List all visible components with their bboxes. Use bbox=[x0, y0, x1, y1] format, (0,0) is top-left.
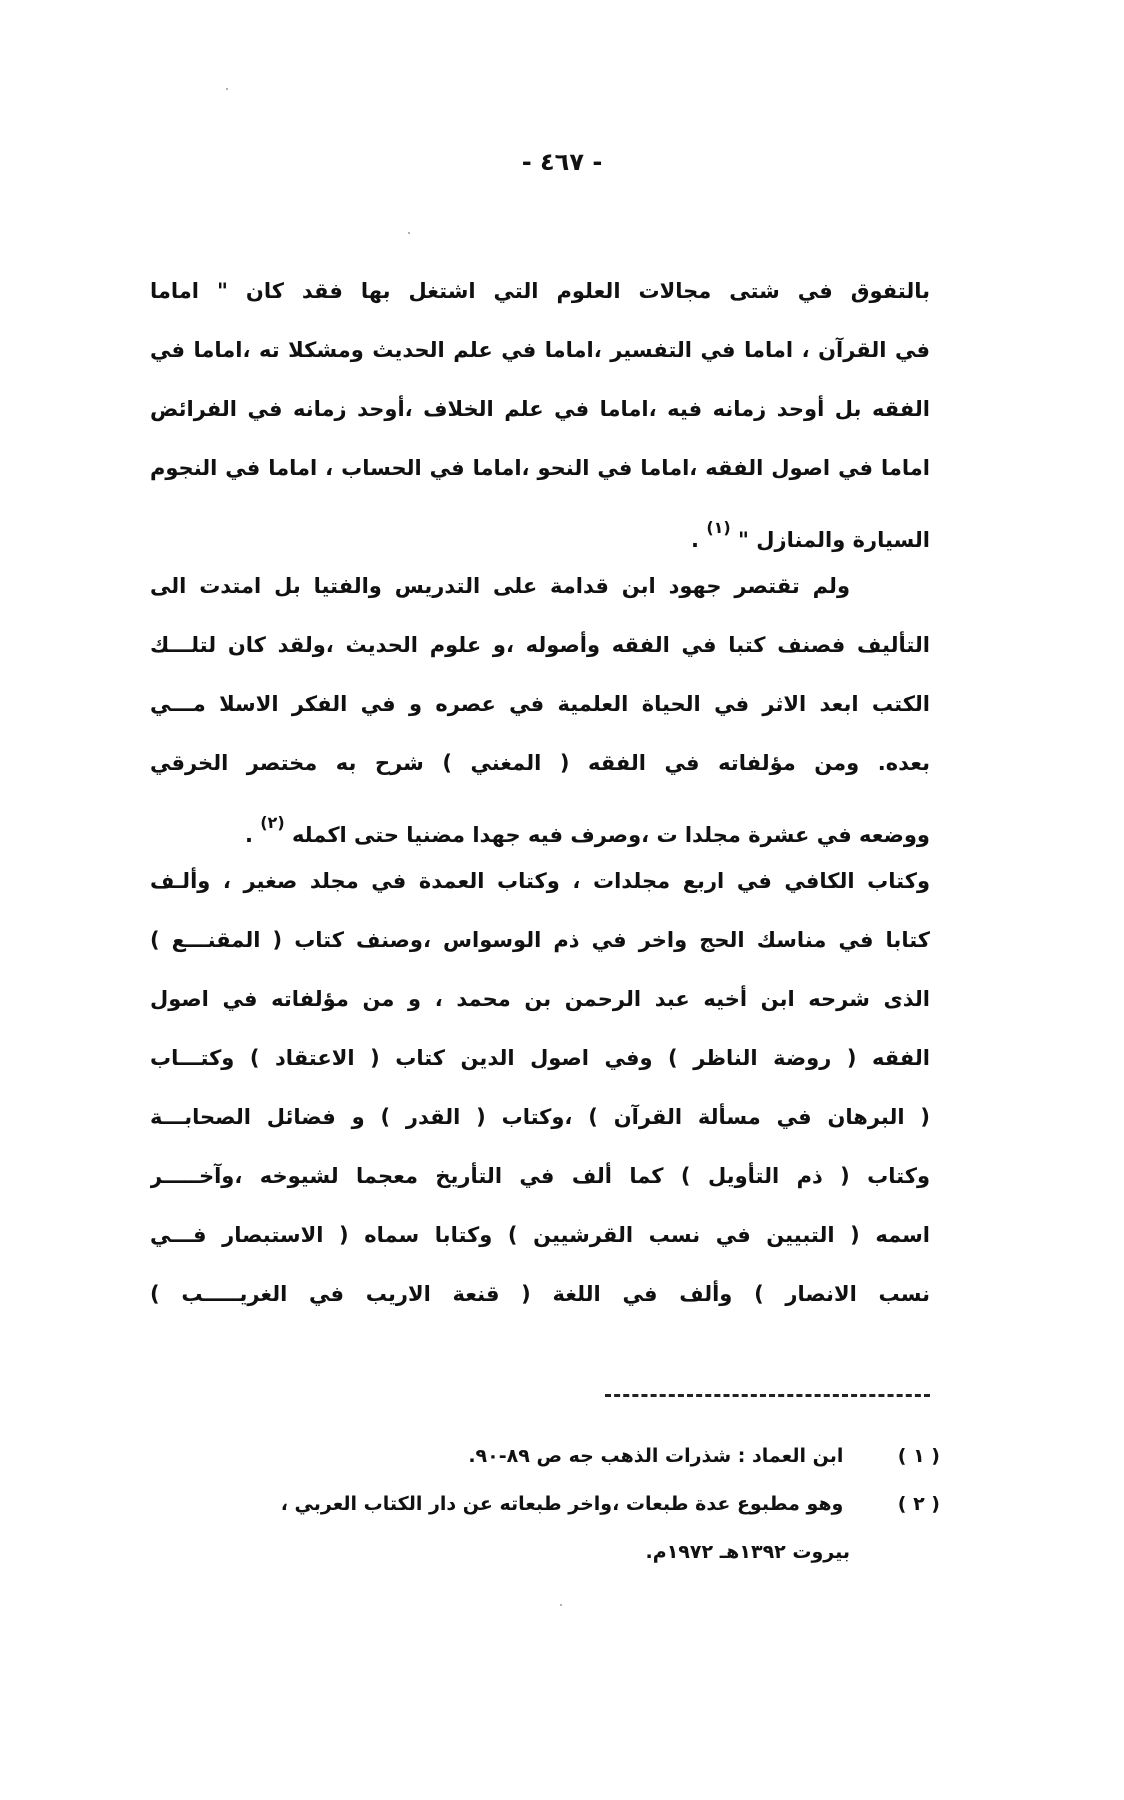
scan-speck bbox=[560, 1604, 562, 1606]
footnote-1 bbox=[150, 1432, 940, 1480]
text-line: التأليف فصنف كتبا في الفقه وأصوله ،و علوم الحديث ،ولقد كان لتلـــك bbox=[150, 633, 930, 657]
text-line: الذى شرحه ابن أخيه عبد الرحمن بن محمد ، و من مؤلفاته في اصول bbox=[150, 987, 930, 1011]
footnote-text: ابن العماد : شذرات الذهب جه ص ٨٩-٩٠. bbox=[468, 1445, 844, 1467]
text-line: وكتاب الكافي في اربع مجلدات ، وكتاب العمدة في مجلد صغير ، وألـف bbox=[150, 869, 930, 893]
text-line: الفقه بل أوحد زمانه فيه ،اماما في علم الخلاف ،أوحد زمانه في الفرائض bbox=[150, 397, 930, 421]
text-line: الكتب ابعد الاثر في الحياة العلمية في عصره و في الفكر الاسلا مـــي bbox=[150, 692, 930, 716]
text-line: ولم تقتصر جهود ابن قدامة على التدريس والفتيا بل امتدت الى bbox=[150, 574, 850, 598]
footnote-text: وهو مطبوع عدة طبعات ،واخر طبعاته عن دار الكتاب العربي ، bbox=[280, 1493, 844, 1515]
footnote-2 bbox=[150, 1480, 940, 1528]
scan-speck bbox=[408, 232, 410, 234]
footnote-reference-2: (٢) bbox=[260, 813, 285, 832]
footnote-reference-1: (١) bbox=[706, 518, 731, 537]
text-span: السيارة والمنازل " bbox=[738, 528, 930, 552]
period: . bbox=[244, 823, 253, 847]
footnote-divider bbox=[605, 1394, 930, 1397]
text-line: بالتفوق في شتى مجالات العلوم التي اشتغل بها فقد كان " اماما bbox=[150, 279, 930, 303]
text-line bbox=[150, 793, 930, 852]
footnotes bbox=[150, 1432, 940, 1576]
text-line: اسمه ( التبيين في نسب القرشيين ) وكتابا سماه ( الاستبصار فـــي bbox=[150, 1223, 930, 1247]
period: . bbox=[691, 528, 700, 552]
text-line: بعده. ومن مؤلفاته في الفقه ( المغني ) شرح به مختصر الخرقي bbox=[150, 751, 930, 775]
text-line: في القرآن ، اماما في التفسير ،اماما في علم الحديث ومشكلا ته ،اماما في bbox=[150, 338, 930, 362]
body-text bbox=[150, 262, 930, 1324]
text-span: ووضعه في عشرة مجلدا ت ،وصرف فيه جهدا مضنيا حتى اكمله bbox=[291, 823, 930, 847]
text-line: وكتاب ( ذم التأويل ) كما ألف في التأريخ معجما لشيوخه ،وآخـــــر bbox=[150, 1164, 930, 1188]
text-line: ( البرهان في مسألة القرآن ) ،وكتاب ( القدر ) و فضائل الصحابـــة bbox=[150, 1105, 930, 1129]
text-line: كتابا في مناسك الحج واخر في ذم الوسواس ،وصنف كتاب ( المقنـــع ) bbox=[150, 928, 930, 952]
text-line: نسب الانصار ) وألف في اللغة ( قنعة الاريب في الغريـــــب ) bbox=[150, 1282, 930, 1306]
page-number: - ٤٦٧ - bbox=[521, 148, 603, 176]
footnote-2-continuation: بيروت ١٣٩٢هـ ١٩٧٢م. bbox=[645, 1541, 850, 1563]
footnote-number: ( ٢ ) bbox=[897, 1493, 940, 1515]
text-line: الفقه ( روضة الناظر ) وفي اصول الدين كتاب ( الاعتقاد ) وكتـــاب bbox=[150, 1046, 930, 1070]
text-line bbox=[150, 498, 930, 557]
scan-speck bbox=[226, 88, 228, 90]
text-line: اماما في اصول الفقه ،اماما في النحو ،اماما في الحساب ، اماما في النجوم bbox=[150, 456, 930, 480]
footnote-number: ( ١ ) bbox=[897, 1445, 940, 1467]
